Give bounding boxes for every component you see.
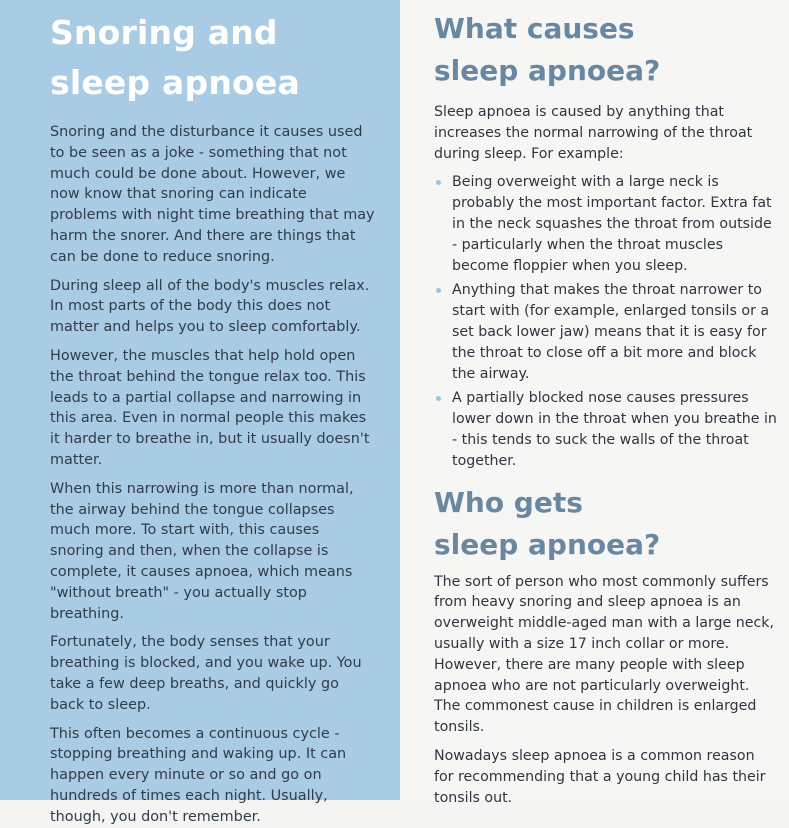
- causes-heading: [434, 8, 777, 92]
- left-paragraph: Fortunately, the body senses that your breathing is blocked, and you wake up. You take a few deep breaths, and quickly go back to sleep.: [50, 634, 362, 713]
- left-heading: [50, 8, 376, 108]
- causes-list: [434, 172, 777, 471]
- causes-list-item: [434, 388, 777, 471]
- left-paragraph: However, the muscles that help hold open the throat behind the tongue relax too. This leads to a partial collapse and narrowing in this area. Even in normal people this makes it harder to breathe in, but it usually doesn't matter.: [50, 347, 370, 468]
- bullet-dot-icon: [436, 180, 441, 185]
- who-heading-line-1: Who gets: [434, 485, 583, 519]
- left-paragraph: This often becomes a continuous cycle - stopping breathing and waking up. It can happen every minute or so and go on hundreds of times each night. Usually, though, you don't remember.: [50, 725, 347, 825]
- causes-list-item: [434, 280, 777, 384]
- who-paragraph: The sort of person who most commonly suffers from heavy snoring and sleep apnoea is an overweight middle-aged man with a large neck, usually with a size 17 inch collar or more. However, there are many people with sleep apnoea who are not particularly overweight. The commonest cause in children is enlarged tonsils.: [434, 573, 775, 736]
- causes-list-item-text: A partially blocked nose causes pressures lower down in the throat when you breathe in - this tends to suck the walls of the throat together.: [452, 390, 777, 469]
- causes-list-item: [434, 172, 777, 276]
- left-heading-line-1: Snoring and: [50, 13, 278, 52]
- causes-list-item-text: Anything that makes the throat narrower to start with (for example, enlarged tonsils or a set back lower jaw) means that it is easy for the throat to close off a bit more and block the airway.: [452, 282, 770, 382]
- who-heading-line-2: sleep apnoea?: [434, 527, 661, 561]
- bullet-dot-icon: [436, 396, 441, 401]
- left-paragraph: When this narrowing is more than normal, the airway behind the tongue collapses much more. To start with, this causes snoring and then, when the collapse is complete, it causes apnoea, which means "without breath" - you actually stop breathing.: [50, 480, 354, 622]
- who-heading: [434, 482, 777, 566]
- causes-intro: Sleep apnoea is caused by anything that increases the normal narrowing of the throat during sleep. For example:: [434, 104, 753, 162]
- who-paragraph: Nowadays sleep apnoea is a common reason for recommending that a young child has their tonsils out.: [434, 747, 766, 806]
- right-column: [400, 0, 789, 806]
- bullet-dot-icon: [436, 288, 441, 293]
- left-paragraph: Snoring and the disturbance it causes used to be seen as a joke - something that not much could be done about. However, we now know that snoring can indicate problems with night time breathing that may harm the snorer. And there are things that can be done to reduce snoring.: [50, 124, 375, 265]
- causes-heading-line-1: What causes: [434, 12, 635, 45]
- causes-list-item-text: Being overweight with a large neck is probably the most important factor. Extra fat in the neck squashes the throat from outside - particularly when the throat muscles become floppier when you sleep.: [452, 174, 772, 274]
- causes-heading-line-2: sleep apnoea?: [434, 54, 661, 87]
- left-heading-line-2: sleep apnoea: [50, 63, 300, 102]
- left-paragraph: During sleep all of the body's muscles relax. In most parts of the body this does not matter and helps you to sleep comfortably.: [50, 277, 370, 336]
